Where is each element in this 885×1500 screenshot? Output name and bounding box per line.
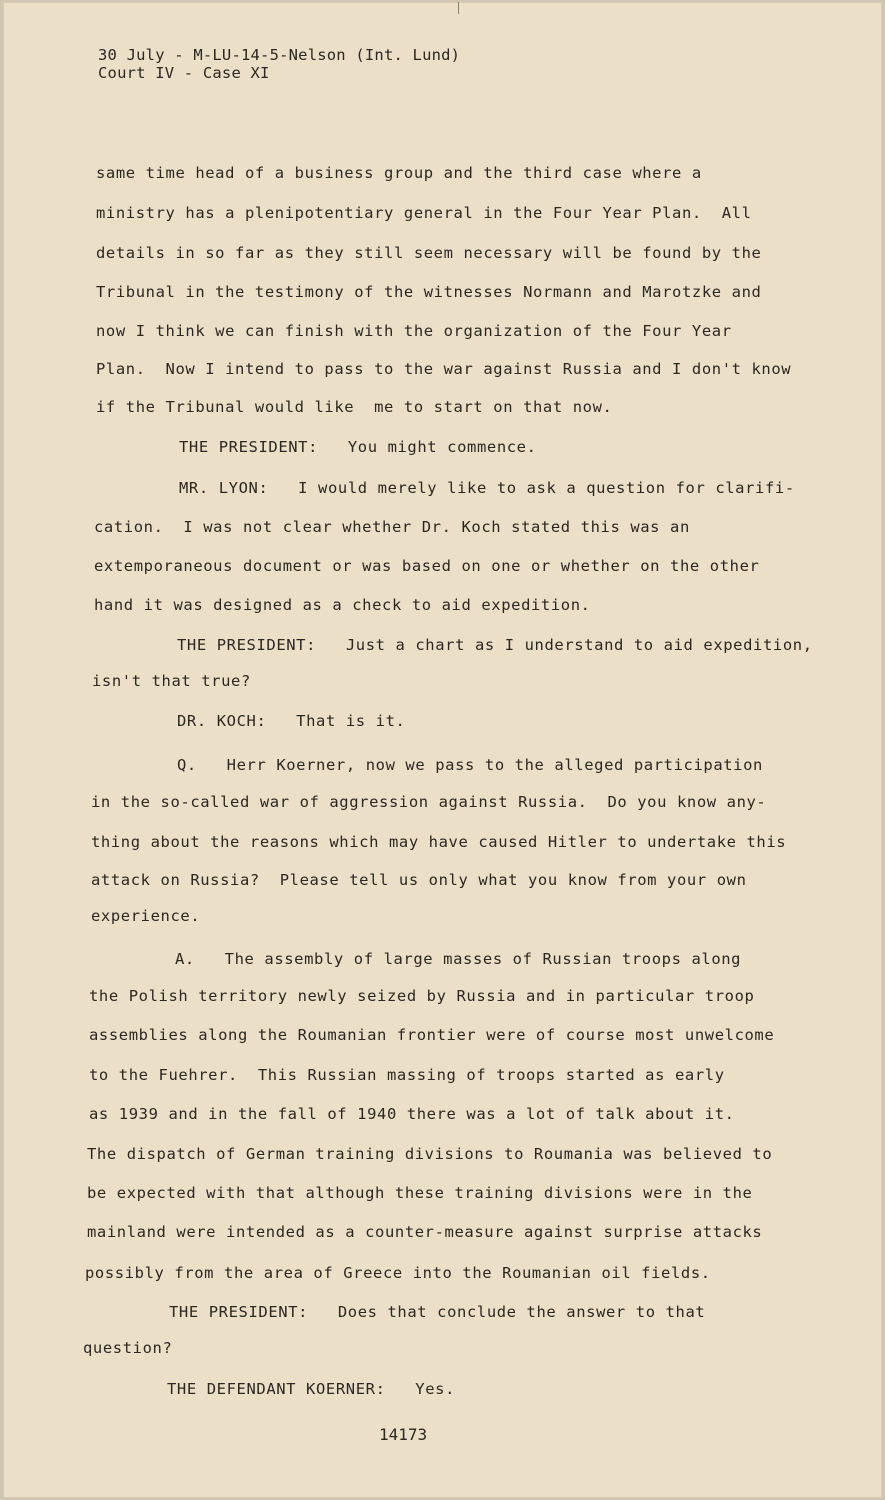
body-line: thing about the reasons which may have caused Hitler to undertake this <box>91 833 787 851</box>
body-line: ministry has a plenipotentiary general in the Four Year Plan. All <box>96 204 752 222</box>
speaker-line-koch: DR. KOCH: That is it. <box>177 712 406 730</box>
document-page <box>3 2 882 1498</box>
body-line: to the Fuehrer. This Russian massing of troops started as early <box>89 1066 725 1084</box>
body-line: if the Tribunal would like me to start on that now. <box>96 398 613 416</box>
body-line: be expected with that although these training divisions were in the <box>87 1184 753 1202</box>
answer-line: A. The assembly of large masses of Russian troops along <box>175 950 742 968</box>
header-date-reference: 30 July - M-LU-14-5-Nelson (Int. Lund) <box>98 46 461 64</box>
body-line: possibly from the area of Greece into the Roumanian oil fields. <box>85 1264 711 1282</box>
body-line: isn't that true? <box>92 672 251 690</box>
body-line: Tribunal in the testimony of the witnesses Normann and Marotzke and <box>96 283 762 301</box>
body-line: mainland were intended as a counter-measure against surprise attacks <box>87 1223 763 1241</box>
speaker-line-president: THE PRESIDENT: Just a chart as I understand to aid expedition, <box>177 636 813 654</box>
body-line: as 1939 and in the fall of 1940 there was a lot of talk about it. <box>89 1105 735 1123</box>
body-line: assemblies along the Roumanian frontier were of course most unwelcome <box>89 1026 775 1044</box>
body-line: now I think we can finish with the organization of the Four Year <box>96 322 732 340</box>
body-line: cation. I was not clear whether Dr. Koch stated this was an <box>94 518 690 536</box>
speaker-line-defendant: THE DEFENDANT KOERNER: Yes. <box>167 1380 456 1398</box>
top-edge-mark <box>458 2 459 14</box>
body-line: details in so far as they still seem necessary will be found by the <box>96 244 762 262</box>
speaker-line-lyon: MR. LYON: I would merely like to ask a question for clarifi- <box>179 479 795 497</box>
body-line: Plan. Now I intend to pass to the war against Russia and I don't know <box>96 360 792 378</box>
body-line: in the so-called war of aggression against Russia. Do you know any- <box>91 793 767 811</box>
body-line: The dispatch of German training divisions to Roumania was believed to <box>87 1145 773 1163</box>
body-line: experience. <box>91 907 201 925</box>
body-line: extemporaneous document or was based on one or whether on the other <box>94 557 760 575</box>
body-line: same time head of a business group and the third case where a <box>96 164 702 182</box>
body-line: question? <box>83 1339 173 1357</box>
speaker-line-president: THE PRESIDENT: You might commence. <box>179 438 537 456</box>
body-line: hand it was designed as a check to aid expedition. <box>94 596 591 614</box>
question-line: Q. Herr Koerner, now we pass to the alleged participation <box>177 756 763 774</box>
header-court-case: Court IV - Case XI <box>98 64 270 82</box>
body-line: the Polish territory newly seized by Russia and in particular troop <box>89 987 755 1005</box>
speaker-line-president: THE PRESIDENT: Does that conclude the answer to that <box>169 1303 706 1321</box>
body-line: attack on Russia? Please tell us only what you know from your own <box>91 871 747 889</box>
page-number: 14173 <box>379 1425 428 1444</box>
